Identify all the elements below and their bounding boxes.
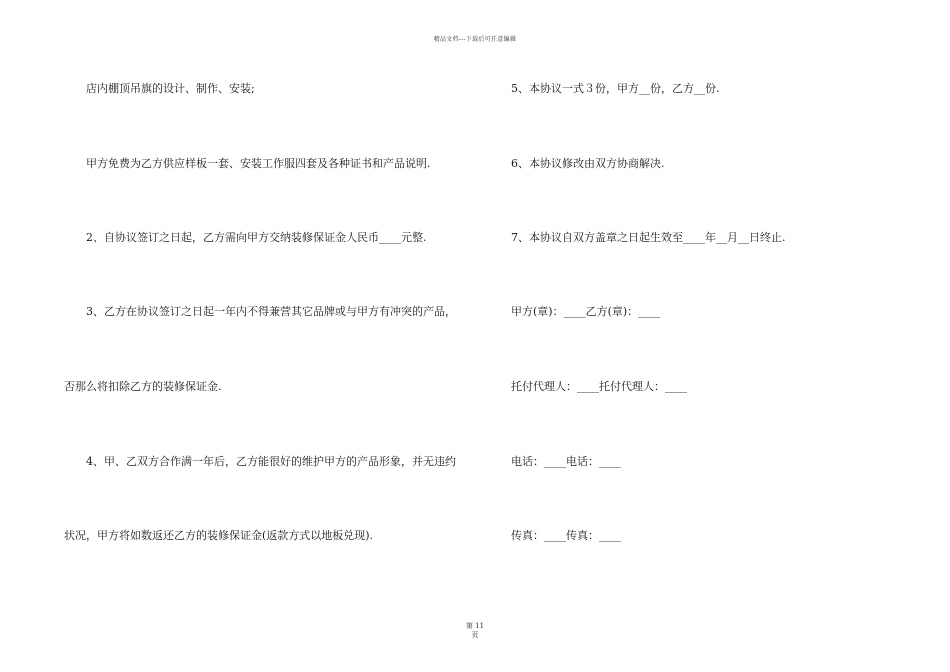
page-number-line [0, 622, 950, 631]
page-number: 11 [475, 622, 485, 630]
left-line-4: 3、乙方在协议签订之日起一年内不得兼营其它品牌或与甲方有冲突的产品， [86, 305, 456, 318]
right-line-2: 6、本协议修改由双方协商解决. [511, 157, 665, 170]
page-footer [0, 622, 950, 640]
left-line-2: 甲方免费为乙方供应样板一套、安装工作服四套及各种证书和产品说明. [86, 157, 431, 170]
page-suffix: 页 [471, 631, 479, 639]
page-header: 精品文档---下载后可任意编辑 [433, 36, 517, 43]
right-line-3: 7、本协议自双方盖章之日起生效至____年__月__日终止. [511, 231, 786, 244]
right-line-1: 5、本协议一式３份，甲方__份，乙方__份. [511, 82, 720, 95]
right-line-6: 电话：____电话：____ [511, 455, 621, 468]
left-line-3: 2、自协议签订之日起，乙方需向甲方交纳装修保证金人民币____元整. [86, 231, 427, 244]
left-line-1: 店内棚顶吊旗的设计、制作、安装; [86, 82, 255, 95]
left-line-6: 4、甲、乙双方合作满一年后，乙方能很好的维护甲方的产品形象，并无违约 [86, 455, 456, 468]
right-line-7: 传真：____传真：____ [511, 529, 621, 542]
right-line-4: 甲方(章)：____乙方(章)：____ [511, 305, 661, 318]
right-line-5: 托付代理人：____托付代理人：____ [511, 380, 687, 393]
left-line-5: 否那么将扣除乙方的装修保证金. [64, 380, 222, 393]
page-prefix: 第 [465, 622, 473, 630]
left-line-7: 状况，甲方将如数返还乙方的装修保证金(返款方式以地板兑现). [64, 529, 374, 542]
